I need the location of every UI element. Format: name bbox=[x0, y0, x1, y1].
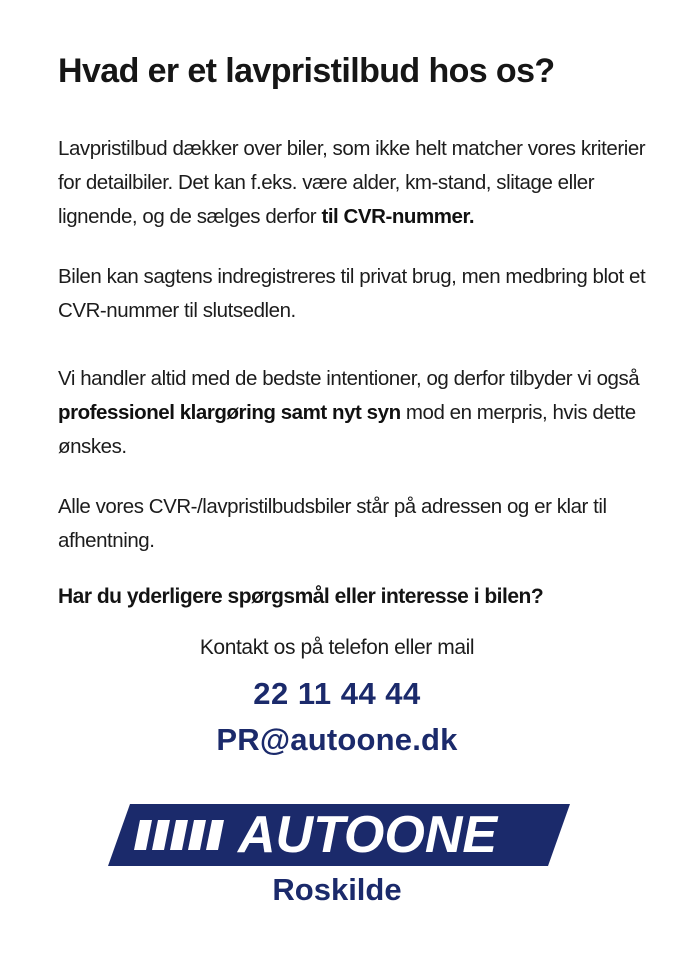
paragraph-bold-text: til CVR-nummer. bbox=[321, 205, 475, 228]
email-address[interactable]: PR@autoone.dk bbox=[216, 722, 458, 757]
paragraph-pickup: Alle vores CVR-/lavpristilbudsbiler står på adressen og er klar til afhentning. bbox=[58, 495, 607, 552]
phone-number[interactable]: 22 11 44 44 bbox=[253, 676, 421, 711]
paragraph-text-end: mod en merpris, hvis dette ønskes. bbox=[58, 401, 636, 458]
paragraph-text: Vi handler altid med de bedste intentioner, og derfor tilbyder vi også bbox=[58, 367, 640, 390]
paragraph-registration: Bilen kan sagtens indregistreres til privat brug, men medbring blot et CVR-nummer til slutsedlen. bbox=[58, 265, 646, 322]
page-title: Hvad er et lavpristilbud hos os? bbox=[58, 52, 555, 90]
logo-brand-text: AUTOONE bbox=[238, 806, 498, 864]
paragraph-text: Lavpristilbud dækker over biler, som ikke helt matcher vores kriterier for detailbiler. Det kan f.eks. være alder, km-stand, slitage eller lignende, og de sælges derfor bbox=[58, 137, 646, 228]
paragraph-low-price-offer bbox=[58, 132, 648, 234]
paragraph-bold-text: professionel klargøring samt nyt syn bbox=[58, 401, 401, 424]
paragraph-preparation bbox=[58, 362, 648, 464]
question-heading: Har du yderligere spørgsmål eller interesse i bilen? bbox=[58, 585, 544, 608]
contact-text: Kontakt os på telefon eller mail bbox=[199, 636, 475, 659]
autoone-logo bbox=[0, 800, 674, 870]
logo-city: Roskilde bbox=[272, 872, 402, 907]
